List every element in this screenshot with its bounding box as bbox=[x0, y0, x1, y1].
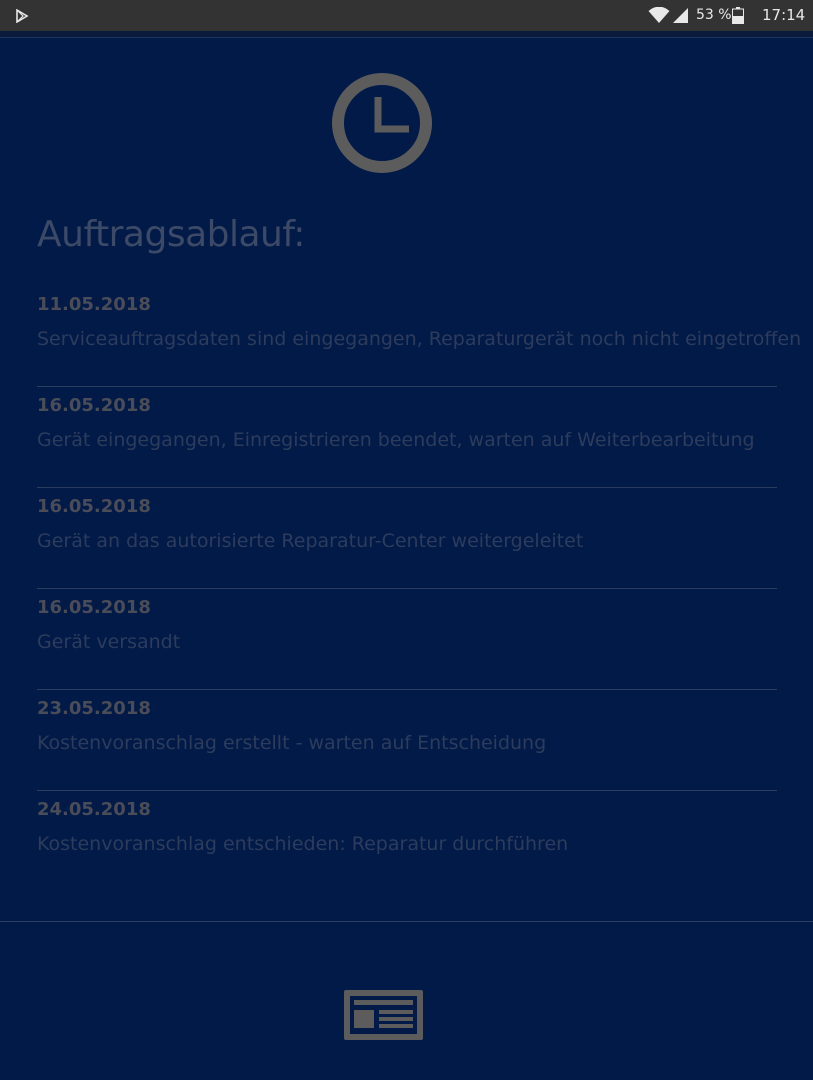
timeline-description: Gerät versandt bbox=[37, 631, 181, 653]
timeline-date: 11.05.2018 bbox=[37, 294, 151, 315]
wifi-icon bbox=[648, 7, 670, 24]
timeline-item bbox=[37, 488, 777, 589]
timeline-description: Gerät eingegangen, Einregistrieren beendet, warten auf Weiterbearbeitung bbox=[37, 429, 755, 451]
article-icon[interactable] bbox=[344, 990, 423, 1040]
timeline-date: 16.05.2018 bbox=[37, 496, 151, 517]
battery-icon bbox=[732, 7, 744, 24]
timeline-description: Kostenvoranschlag erstellt - warten auf Entscheidung bbox=[37, 732, 547, 754]
timeline-description: Gerät an das autorisierte Reparatur-Center weitergeleitet bbox=[37, 530, 584, 552]
timeline-item bbox=[37, 791, 777, 892]
header-divider bbox=[0, 31, 813, 38]
timeline-item bbox=[37, 589, 777, 690]
clock-icon bbox=[331, 72, 433, 174]
timeline-date: 16.05.2018 bbox=[37, 395, 151, 416]
play-store-icon bbox=[15, 9, 29, 23]
timeline-description: Kostenvoranschlag entschieden: Reparatur durchführen bbox=[37, 833, 569, 855]
timeline-date: 16.05.2018 bbox=[37, 597, 151, 618]
timeline-item bbox=[37, 286, 802, 387]
status-time: 17:14 bbox=[762, 6, 806, 24]
timeline-date: 23.05.2018 bbox=[37, 698, 151, 719]
status-bar bbox=[0, 0, 813, 31]
timeline-item bbox=[37, 690, 777, 791]
timeline-description: Serviceauftragsdaten sind eingegangen, Reparaturgerät noch nicht eingetroffen bbox=[37, 328, 802, 350]
order-timeline bbox=[37, 286, 802, 892]
section-title: Auftragsablauf: bbox=[37, 214, 305, 255]
battery-percent: 53 % bbox=[696, 7, 732, 23]
timeline-item bbox=[37, 387, 777, 488]
section-divider bbox=[0, 921, 813, 922]
signal-icon bbox=[672, 7, 689, 24]
timeline-date: 24.05.2018 bbox=[37, 799, 151, 820]
